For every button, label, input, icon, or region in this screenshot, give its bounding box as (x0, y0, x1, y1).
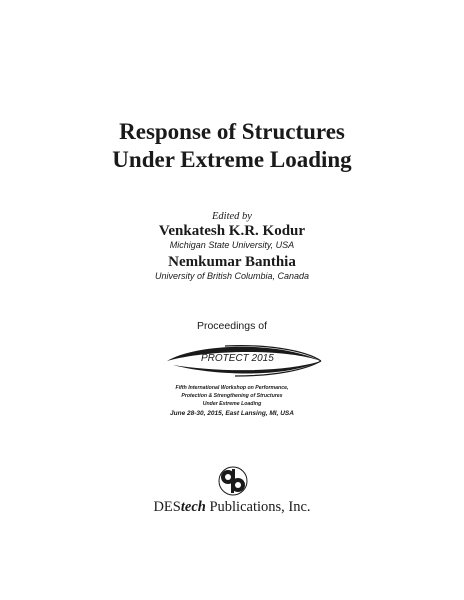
destech-logo-icon (218, 466, 248, 501)
workshop-line-1: Fifth International Workshop on Performance, (175, 385, 289, 391)
book-title-line-1: Response of Structures (119, 119, 345, 144)
publisher-italic: tech (180, 499, 206, 515)
protect-logo (165, 340, 325, 382)
edited-by-label: Edited by (212, 211, 252, 222)
publisher-suffix: Publications, Inc. (205, 499, 311, 515)
protect-logo-text: PROTECT 2015 (201, 353, 274, 364)
workshop-line-3: Under Extreme Loading (202, 401, 262, 407)
editor-affiliation-1: Michigan State University, USA (169, 240, 295, 250)
editor-name-2: Nemkumar Banthia (168, 254, 296, 270)
book-title-line-2: Under Extreme Loading (112, 147, 352, 172)
workshop-dates-location: June 28-30, 2015, East Lansing, MI, USA (170, 410, 294, 417)
proceedings-heading: Proceedings of (196, 320, 268, 332)
publisher-name (0, 499, 464, 516)
publisher-prefix: DES (153, 499, 181, 515)
editor-name-1: Venkatesh K.R. Kodur (158, 223, 306, 239)
workshop-line-2: Protection & Strengthening of Structures (181, 393, 283, 399)
editor-affiliation-2: University of British Columbia, Canada (154, 271, 310, 281)
